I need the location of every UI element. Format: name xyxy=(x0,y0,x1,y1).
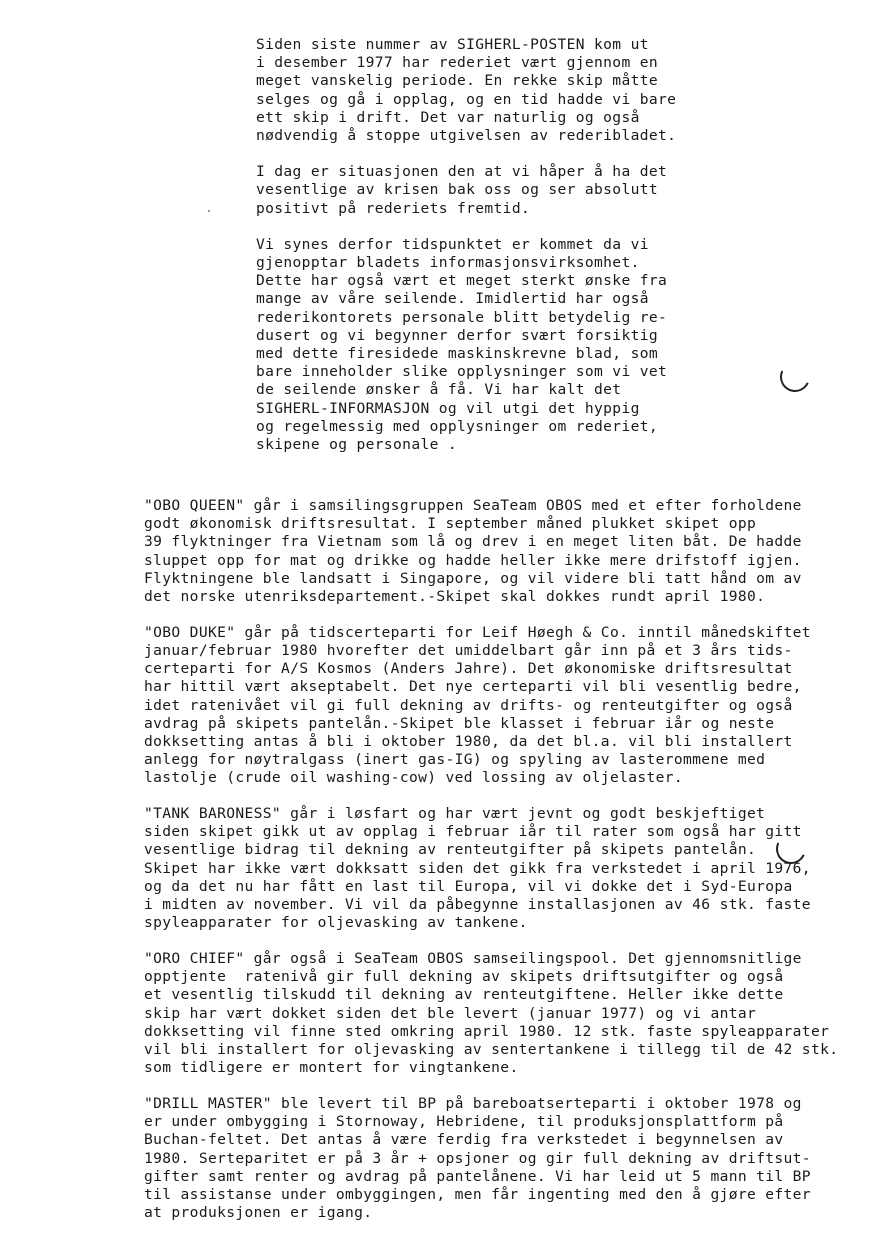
intro-section xyxy=(256,36,816,472)
text-line: vesentlige av krisen bak oss og ser absolutt xyxy=(256,181,658,199)
text-line: Siden siste nummer av SIGHERL-POSTEN kom ut xyxy=(256,36,649,53)
text-line: det norske utenriksdepartement.-Skipet skal dokkes rundt april 1980. xyxy=(144,588,766,606)
text-line: til assistanse under ombyggingen, men får ingenting med den å gjøre efter xyxy=(144,1185,811,1203)
text-line: og da det nu har fått en last til Europa, vil vi dokke det i Syd-Europa xyxy=(144,877,793,895)
text-line: gifter samt renter og avdrag på pantelånene. Vi har leid ut 5 mann til BP xyxy=(144,1167,811,1185)
text-line: godt økonomisk driftsresultat. I september måned plukket skipet opp xyxy=(144,515,757,533)
text-line: selges og gå i opplag, og en tid hadde vi bare xyxy=(256,90,677,108)
text-line: "ORO CHIEF" går også i SeaTeam OBOS samseilingspool. Det gjennomsnitlige xyxy=(144,949,802,967)
intro-paragraph-1 xyxy=(256,36,816,145)
text-line: siden skipet gikk ut av opplag i februar iår til rater som også har gitt xyxy=(144,823,802,841)
ship-report-obo-duke xyxy=(144,624,864,788)
text-line: Vi synes derfor tidspunktet er kommet da vi xyxy=(256,235,649,253)
ship-report-obo-queen xyxy=(144,497,864,606)
text-line: I dag er situasjonen den at vi håper å ha det xyxy=(256,163,668,181)
text-line: dokksetting vil finne sted omkring april 1980. 12 stk. faste spyleapparater xyxy=(144,1022,830,1040)
text-line: er under ombygging i Stornoway, Hebridene, til produksjonsplattform på xyxy=(144,1113,784,1131)
text-line: Dette har også vært et meget sterkt ønske fra xyxy=(256,272,668,290)
text-line: skipene og personale . xyxy=(256,436,457,454)
text-line: "OBO QUEEN" går i samsilingsgruppen SeaTeam OBOS med et efter forholdene xyxy=(144,497,802,514)
text-line: dusert og vi begynner derfor svært forsiktig xyxy=(256,326,658,344)
text-line: Buchan-feltet. Det antas å være ferdig fra verkstedet i begynnelsen av xyxy=(144,1131,784,1149)
text-line: nødvendig å stoppe utgivelsen av rederibladet. xyxy=(256,127,677,145)
text-line: et vesentlig tilskudd til dekning av renteutgiftene. Heller ikke dette xyxy=(144,986,784,1004)
text-line: har hittil vært akseptabelt. Det nye certeparti vil bli vesentlig bedre, xyxy=(144,678,802,696)
text-line: at produksjonen er igang. xyxy=(144,1204,373,1222)
text-line: Flyktningene ble landsatt i Singapore, og vil videre bli tatt hånd om av xyxy=(144,569,802,587)
intro-paragraph-2 xyxy=(256,163,816,218)
text-line: ett skip i drift. Det var naturlig og også xyxy=(256,108,640,126)
text-line: som tidligere er montert for vingtankene. xyxy=(144,1059,519,1077)
text-line: rederikontorets personale blitt betydelig re- xyxy=(256,308,668,326)
text-line: "OBO DUKE" går på tidscerteparti for Leif Høegh & Co. inntil månedskiftet xyxy=(144,623,811,641)
text-line: anlegg for nøytralgass (inert gas-IG) og spyling av lasterommene med xyxy=(144,751,766,769)
ship-reports-section xyxy=(144,497,864,1240)
text-line: positivt på rederiets fremtid. xyxy=(256,199,531,217)
ship-report-drill-master xyxy=(144,1095,864,1222)
text-line: i midten av november. Vi vil da påbegynne installasjonen av 46 stk. faste xyxy=(144,896,811,914)
text-line: med dette firesidede maskinskrevne blad, som xyxy=(256,345,658,363)
text-line: "DRILL MASTER" ble levert til BP på bareboatserteparti i oktober 1978 og xyxy=(144,1094,802,1112)
text-line: idet ratenivået vil gi full dekning av drifts- og renteutgifter og også xyxy=(144,696,793,714)
text-line: bare inneholder slike opplysninger som vi vet xyxy=(256,363,668,381)
text-line: 39 flyktninger fra Vietnam som lå og drev i en meget liten båt. De hadde xyxy=(144,533,802,551)
text-line: mange av våre seilende. Imidlertid har også xyxy=(256,290,649,308)
text-line: skip har vært dokket siden det ble levert (januar 1977) og vi antar xyxy=(144,1004,757,1022)
text-line: 1980. Serteparitet er på 3 år + opsjoner og gir full dekning av driftsut- xyxy=(144,1149,811,1167)
ship-report-tank-baroness xyxy=(144,805,864,932)
text-line: vesentlige bidrag til dekning av renteutgifter på skipets pantelån. xyxy=(144,841,757,859)
text-line: meget vanskelig periode. En rekke skip måtte xyxy=(256,72,658,90)
text-line: avdrag på skipets pantelån.-Skipet ble klasset i februar iår og neste xyxy=(144,714,775,732)
text-line: lastolje (crude oil washing-cow) ved lossing av oljelaster. xyxy=(144,769,684,787)
paper-speck xyxy=(208,210,210,212)
text-line: opptjente ratenivå gir full dekning av skipets driftsutgifter og også xyxy=(144,968,784,986)
text-line: de seilende ønsker å få. Vi har kalt det xyxy=(256,381,622,399)
text-line: "TANK BARONESS" går i løsfart og har vært jevnt og godt beskjeftiget xyxy=(144,805,766,823)
intro-paragraph-3 xyxy=(256,236,816,454)
text-line: i desember 1977 har rederiet vært gjennom en xyxy=(256,54,658,72)
text-line: januar/februar 1980 hvorefter det umiddelbart går inn på et 3 års tids- xyxy=(144,641,793,659)
text-line: certeparti for A/S Kosmos (Anders Jahre). Det økonomiske driftsresultat xyxy=(144,660,793,678)
ship-report-oro-chief xyxy=(144,950,864,1077)
text-line: dokksetting antas å bli i oktober 1980, da det bl.a. vil bli installert xyxy=(144,732,793,750)
text-line: spyleapparater for oljevasking av tankene. xyxy=(144,914,528,932)
text-line: og regelmessig med opplysninger om rederiet, xyxy=(256,417,658,435)
text-line: Skipet har ikke vært dokksatt siden det gikk fra verkstedet i april 1976, xyxy=(144,859,811,877)
text-line: vil bli installert for oljevasking av sentertankene i tillegg til de 42 stk. xyxy=(144,1040,839,1058)
text-line: SIGHERL-INFORMASJON og vil utgi det hyppig xyxy=(256,399,640,417)
text-line: sluppet opp for mat og drikke og hadde heller ikke mere drifstoff igjen. xyxy=(144,551,802,569)
text-line: gjenopptar bladets informasjonsvirksomhet. xyxy=(256,254,640,272)
